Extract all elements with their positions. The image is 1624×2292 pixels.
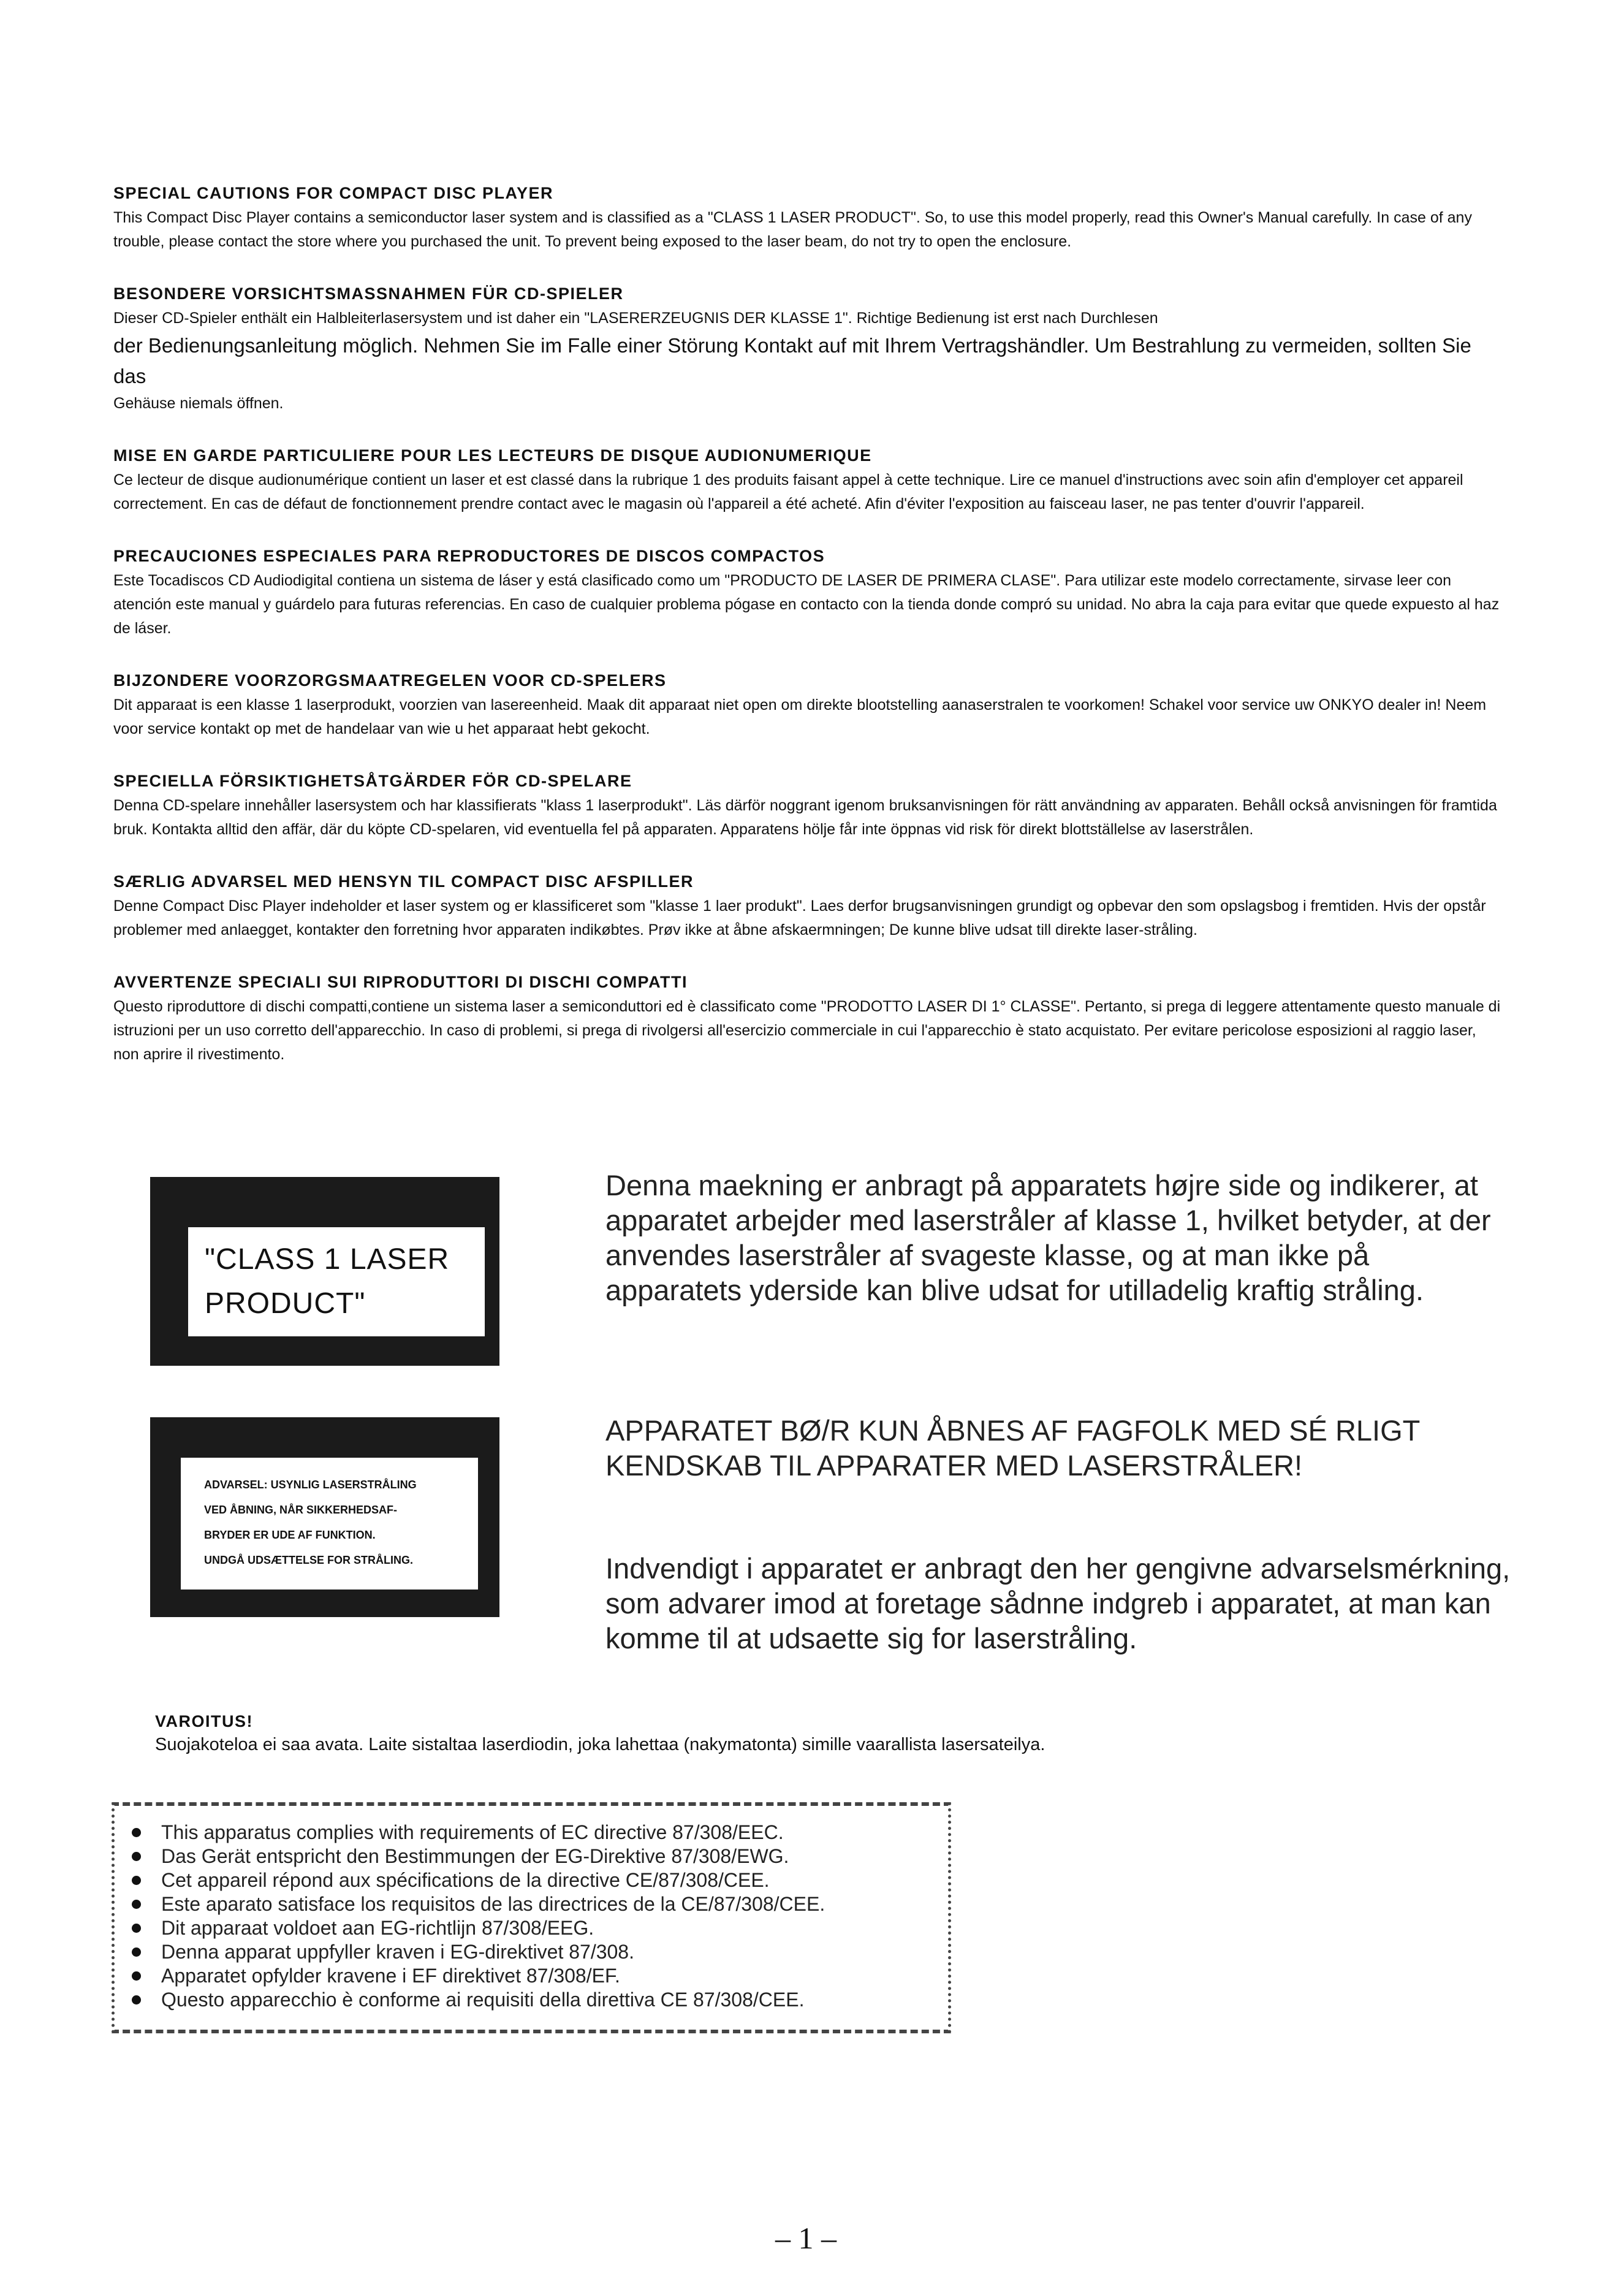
section-english [113,183,1504,254]
laser-label-inner [188,1227,485,1336]
section-title: MISE EN GARDE PARTICULIERE POUR LES LECTEURS DE DISQUE AUDIONUMERIQUE [113,446,872,465]
bullet-icon [132,1995,141,2005]
section-title: BIJZONDERE VOORZORGSMAATREGELEN VOOR CD-SPELERS [113,671,667,690]
list-item: Denna apparat uppfyller kraven i EG-direktivet 87/308. [132,1940,948,1964]
section-body: Este Tocadiscos CD Audiodigital contiena un sistema de láser y está clasificado como um "PRODUCTO DE LASER DE PRIMERA CLASE". Para utilizar este modelo correctamente, sirvase leer con atención este manual y guárdelo para futuras referencias. En caso de cualquier problema pógase en contacto con la tienda donde compró su unidad. No abra la caja para evitar que quede expuesto al haz de láser. [113,572,1500,637]
laser-label-line1: "CLASS 1 LASER [205,1243,450,1276]
list-item: Dit apparaat voldoet aan EG-richtlijn 87/308/EEG. [132,1916,948,1940]
list-item: Apparatet opfylder kravene i EF direktivet 87/308/EF. [132,1964,948,1988]
section-title: SPECIELLA FÖRSIKTIGHETSÅTGÄRDER FÖR CD-SPELARE [113,772,632,790]
section-body: Dit apparaat is een klasse 1 laserprodukt, voorzien van lasereenheid. Maak dit apparaat niet open om direkte blootstelling aanaserstralen te voorkomen! Schakel voor service uw ONKYO dealer in! Neem voor service kontakt op met de handelaar van wie u het apparaat hebt gekocht. [113,696,1487,737]
bullet-icon [132,1924,141,1933]
laser-warning-label [150,1417,499,1617]
list-item: Este aparato satisface los requisitos de las directrices de la CE/87/308/CEE. [132,1892,948,1916]
danish-notice-label-location: Denna maekning er anbragt på apparatets højre side og indikerer, at apparatet arbejder med laserstråler af klasse 1, hvilket betyder, at der anvendes laserstråler af svageste klasse, og at man ikke på apparatets yderside kan blive udsat for utilladelig kraftig stråling. [605,1169,1491,1306]
section-title: AVVERTENZE SPECIALI SUI RIPRODUTTORI DI DISCHI COMPATTI [113,973,688,991]
bullet-icon [132,1947,141,1957]
section-body: Ce lecteur de disque audionumérique contient un laser et est classé dans la rubrique 1 des produits faisant appel à cette technique. Lire ce manuel d'instructions avec soin afin d'employer cet appareil correctement. En cas de défaut de fonctionnement prendre contact avec le magasin où l'appareil a été acheté. Afin d'éviter l'exposition au faisceau laser, ne pas tenter d'ouvrir l'appareil. [113,471,1463,512]
section-spanish [113,546,1504,641]
finnish-warning-title: VAROITUS! [155,1712,253,1730]
section-body-continued: der Bedienungsanleitung möglich. Nehmen Sie im Falle einer Störung Kontakt auf mit Ihrem Vertragshändler. Um Bestrahlung zu vermeiden, sollten Sie das [113,334,1471,387]
section-body-end: Gehäuse niemals öffnen. [113,395,284,412]
list-item: Das Gerät entspricht den Bestimmungen der EG-Direktive 87/308/EWG. [132,1845,948,1868]
list-item: This apparatus complies with requirements of EC directive 87/308/EEC. [132,1821,948,1845]
section-body: This Compact Disc Player contains a semiconductor laser system and is classified as a "CLASS 1 LASER PRODUCT". So, to use this model properly, read this Owner's Manual carefully. In case of any trouble, please contact the store where you purchased the unit. To prevent being exposed to the laser beam, do not try to open the enclosure. [113,209,1472,250]
section-body: Denne Compact Disc Player indeholder et laser system og er klassificeret som "klasse 1 laer produkt". Laes derfor brugsanvisningen grundigt og opbevar den som opslagsbog i fremtiden. Hvis der opstår problemer med anlaegget, kontakter den forretning hvor apparaten indikøbtes. Prøv ikke at åbne afskaermningen; De kunne blive udsat till direkte laser-stråling. [113,897,1486,939]
bullet-icon [132,1828,141,1837]
section-italian [113,972,1504,1067]
ec-compliance-box [112,1802,951,2033]
bullet-icon [132,1971,141,1981]
laser-label-text [205,1238,449,1326]
danish-notice-internal-label: Indvendigt i apparatet er anbragt den her gengivne advarselsmérkning, som advarer imod at foretage sådnne indgreb i apparatet, at man kan komme til at udsaette sig for laserstråling. [605,1552,1511,1654]
section-body: Questo riproduttore di dischi compatti,contiene un sistema laser a semiconduttori ed è classificato come "PRODOTTO LASER DI 1° CLASSE". Pertanto, si prega di leggere attentamente questo manuale di istruzioni per un uso corretto dell'apparecchio. In caso di problemi, si prega di rivolgersi all'esercizio commerciale in cui l'apparecchio è stato acquistato. Per evitare pericolose esposizioni al raggio laser, non aprire il rivestimento. [113,998,1501,1063]
danish-notice-service: APPARATET BØ/R KUN ÅBNES AF FAGFOLK MED SÉ RLIGT KENDSKAB TIL APPARATER MED LASERSTRÅLER! [605,1414,1420,1482]
bullet-icon [132,1852,141,1861]
section-title: BESONDERE VORSICHTSMASSNAHMEN FÜR CD-SPIELER [113,284,624,303]
section-body: Dieser CD-Spieler enthält ein Halbleiterlasersystem und ist daher ein "LASERERZEUGNIS DER KLASSE 1". Richtige Bedienung ist erst nach Durchlesen [113,310,1158,327]
finnish-warning-body: Suojakoteloa ei saa avata. Laite sistaltaa laserdiodin, joka lahettaa (nakymatonta) simille vaarallista lasersateilya. [155,1735,1045,1754]
bullet-icon [132,1876,141,1885]
list-item: Cet appareil répond aux spécifications de la directive CE/87/308/CEE. [132,1868,948,1892]
finnish-warning [155,1710,1442,1757]
section-dutch [113,670,1504,741]
section-danish [113,871,1504,942]
laser-label-line2: PRODUCT" [205,1287,366,1320]
list-item: Questo apparecchio è conforme ai requisiti della direttiva CE 87/308/CEE. [132,1988,948,2012]
page-number: – 1 – [775,2221,837,2255]
class1-laser-label [150,1177,499,1366]
section-title: SÆRLIG ADVARSEL MED HENSYN TIL COMPACT DISC AFSPILLER [113,872,694,891]
section-german [113,283,1504,416]
warning-label-inner [181,1458,478,1590]
safety-sections [113,183,1504,1096]
bullet-icon [132,1900,141,1909]
warning-label-text: ADVARSEL: USYNLIG LASERSTRÅLING VED ÅBNING, NÅR SIKKERHEDSAF- BRYDER ER UDE AF FUNKTION. UNDGÅ UDSÆTTELSE FOR STRÅLING. [204,1479,417,1566]
section-swedish [113,771,1504,842]
section-french [113,445,1504,516]
section-title: SPECIAL CAUTIONS FOR COMPACT DISC PLAYER [113,184,554,202]
ec-compliance-list [115,1806,948,2012]
section-title: PRECAUCIONES ESPECIALES PARA REPRODUCTORES DE DISCOS COMPACTOS [113,547,825,565]
section-body: Denna CD-spelare innehåller lasersystem och har klassifierats "klass 1 laserprodukt". Läs därför noggrant igenom bruksanvisningen för rätt användning av apparaten. Behåll också anvisningen för framtida bruk. Kontakta alltid den affär, där du köpte CD-spelaren, vid eventuella fel på apparaten. Apparatens hölje får inte öppnas vid risk för direkt blottställelse av laserstrålen. [113,797,1497,838]
